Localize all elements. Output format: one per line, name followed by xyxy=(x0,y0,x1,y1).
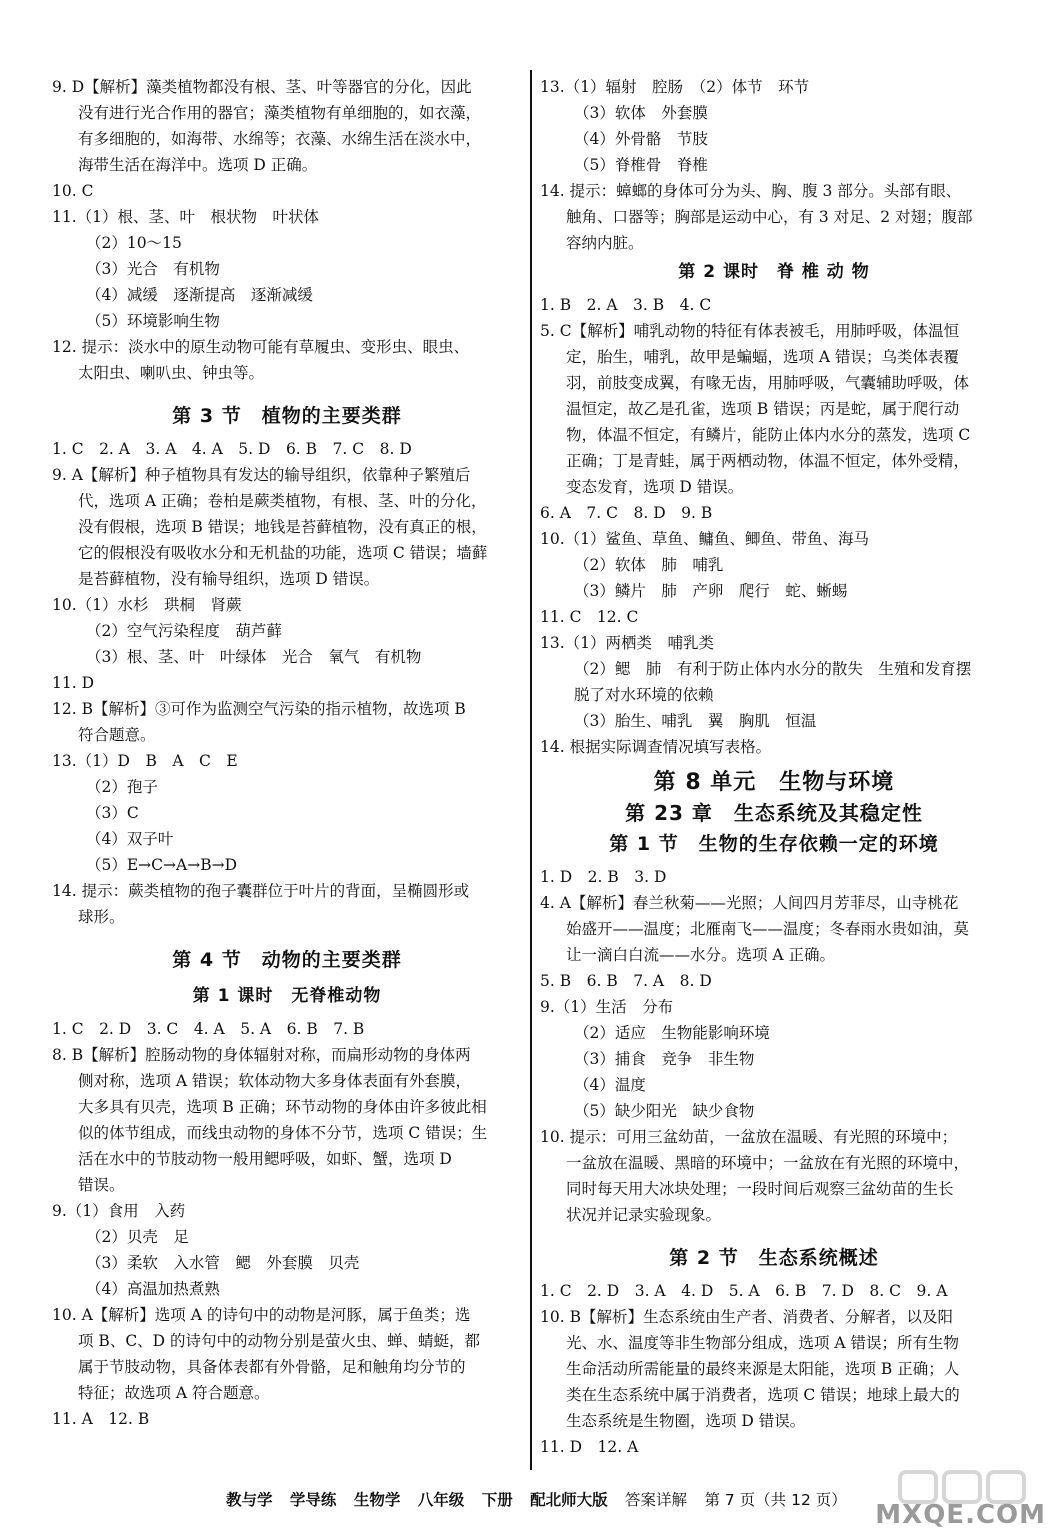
answer-line: 似的体节组成，而线虫动物的身体不分节，选项 C 错误；生 xyxy=(78,1124,488,1142)
watermark-text: MXQE.COM xyxy=(875,1500,1046,1530)
answer-line: 正确；丁是青蛙，属于两栖动物，体温不恒定，体外受精， xyxy=(566,452,970,470)
answer-line: 符合题意。 xyxy=(78,726,156,744)
answer-line: （4）外骨骼 节肢 xyxy=(574,130,708,148)
answer-line: 太阳虫、喇叭虫、钟虫等。 xyxy=(78,364,265,382)
answer-line: 生态系统是生物圈，选项 D 错误。 xyxy=(566,1412,806,1430)
answer-line: （3）胎生、哺乳 翼 胸肌 恒温 xyxy=(574,712,817,730)
answer-line: 大多具有贝壳，选项 B 正确；环节动物的身体由许多彼此相 xyxy=(78,1098,487,1116)
answer-line: 生命活动所需能量的最终来源是太阳能，选项 B 正确；人 xyxy=(566,1360,960,1378)
footer-text xyxy=(226,1488,859,1510)
answer-line: 容纳内脏。 xyxy=(566,234,644,252)
answer-line: 同时每天用大冰块处理；一段时间后观察三盆幼苗的生长 xyxy=(566,1180,954,1198)
answer-line: 1. C 2. D 3. A 4. D 5. A 6. B 7. D 8. C 9. A xyxy=(540,1282,948,1300)
answer-line: 一盆放在温暖、黑暗的环境中；一盆放在有光照的环境中， xyxy=(566,1154,970,1172)
section-heading: 第 4 节 动物的主要类群 xyxy=(172,949,402,971)
answer-line: 12. 提示：淡水中的原生动物可能有草履虫、变形虫、眼虫、 xyxy=(52,338,470,356)
answer-line: （2）孢子 xyxy=(86,778,158,796)
section-heading: 第 1 节 生物的生存依赖一定的环境 xyxy=(609,833,939,855)
answer-line: 错误。 xyxy=(78,1176,125,1194)
answer-line: 11. D 12. A xyxy=(540,1438,639,1456)
answer-line: 11. C 12. C xyxy=(540,608,639,626)
answer-line: 1. C 2. A 3. A 4. A 5. D 6. B 7. C 8. D xyxy=(52,440,412,458)
answer-line: 5. C【解析】哺乳动物的特征有体表被毛，用肺呼吸，体温恒 xyxy=(540,322,960,340)
answer-line: 11. A 12. B xyxy=(52,1410,150,1428)
answer-line: （3）柔软 入水管 鳃 外套膜 贝壳 xyxy=(86,1254,360,1272)
answer-line: 10. A【解析】选项 A 的诗句中的动物是河豚，属于鱼类；选 xyxy=(52,1306,471,1324)
answer-line: 球形。 xyxy=(78,908,125,926)
footer-edition: 配北师大版 xyxy=(530,1491,608,1509)
answer-line: （3）根、茎、叶 叶绿体 光合 氧气 有机物 xyxy=(86,648,422,666)
answer-line: 物，体温不恒定，有鳞片，能防止体内水分的蒸发，选项 C xyxy=(566,426,971,444)
section-heading: 第 3 节 植物的主要类群 xyxy=(172,405,402,427)
answer-line: 8. B【解析】腔肠动物的身体辐射对称，而扁形动物的身体两 xyxy=(52,1046,471,1064)
answer-line: 触角、口器等；胸部是运动中心，有 3 对足、2 对翅；腹部 xyxy=(566,208,973,226)
answer-line: （5）E→C→A→B→D xyxy=(86,856,237,874)
footer-grade: 八年级 xyxy=(417,1491,465,1509)
answer-line: （5）缺少阳光 缺少食物 xyxy=(574,1102,755,1120)
answer-line: （2）软体 肺 哺乳 xyxy=(574,556,724,574)
answer-line: （2）适应 生物能影响环境 xyxy=(574,1024,770,1042)
answer-line: 9.（1）生活 分布 xyxy=(540,998,674,1016)
answer-line: 项 B、C、D 的诗句中的动物分别是萤火虫、蝉、蜻蜓，都 xyxy=(78,1332,481,1350)
footer-section: 答案详解 xyxy=(625,1491,688,1509)
footer-subject: 生物学 xyxy=(353,1491,401,1509)
answer-line: 10. B【解析】生态系统由生产者、消费者、分解者，以及阳 xyxy=(540,1308,953,1326)
section-heading: 第 1 课时 无脊椎动物 xyxy=(192,986,382,1006)
answer-line: （3）光合 有机物 xyxy=(86,260,220,278)
answer-line: 侧对称，选项 A 错误；软体动物大多身体表面有外套膜， xyxy=(78,1072,472,1090)
answer-line: 让一滴白白流——水分。选项 A 正确。 xyxy=(566,946,836,964)
answer-line: 13.（1）辐射 腔肠 （2）体节 环节 xyxy=(540,78,810,96)
left-column xyxy=(52,74,522,1432)
answer-line: 代，选项 A 正确；卷柏是蕨类植物，有根、茎、叶的分化， xyxy=(78,492,487,510)
page-number: 第 7 页（共 12 页） xyxy=(704,1491,847,1509)
answer-line: 没有进行光合作用的器官；藻类植物有单细胞的，如衣藻， xyxy=(78,104,482,122)
answer-line: 12. B【解析】③可作为监测空气污染的指示植物，故选项 B xyxy=(52,700,466,718)
section-heading: 第 8 单元 生物与环境 xyxy=(653,770,895,795)
answer-line: （3）捕食 竞争 非生物 xyxy=(574,1050,755,1068)
answer-line: 没有假根，选项 B 错误；地钱是苔藓植物，没有真正的根， xyxy=(78,518,487,536)
answer-line: （3）C xyxy=(86,804,139,822)
answer-line: 属于节肢动物，具备体表都有外骨骼，足和触角均分节的 xyxy=(78,1358,466,1376)
answer-line: 9.（1）食用 入药 xyxy=(52,1202,186,1220)
answer-line: 9. A【解析】种子植物具有发达的输导组织，依靠种子繁殖后 xyxy=(52,466,471,484)
answer-line: 10.（1）水杉 珙桐 肾蕨 xyxy=(52,596,242,614)
section-heading: 第 2 节 生态系统概述 xyxy=(669,1247,879,1269)
answer-line: （4）双子叶 xyxy=(86,830,174,848)
answer-line: 6. A 7. C 8. D 9. B xyxy=(540,504,713,522)
answer-line: 温恒定，故乙是孔雀，选项 B 错误；丙是蛇，属于爬行动 xyxy=(566,400,960,418)
footer-series: 学导练 xyxy=(289,1491,337,1509)
answer-line: 海带生活在海洋中。选项 D 正确。 xyxy=(78,156,318,174)
answer-line: 10. 提示：可用三盆幼苗，一盆放在温暖、有光照的环境中； xyxy=(540,1128,958,1146)
answer-line: 1. D 2. B 3. D xyxy=(540,868,667,886)
footer-volume: 下册 xyxy=(481,1491,513,1509)
answer-line: （2）贝壳 足 xyxy=(86,1228,189,1246)
answer-line: 9. D【解析】藻类植物都没有根、茎、叶等器官的分化，因此 xyxy=(52,78,472,96)
answer-line: （5）环境影响生物 xyxy=(86,312,220,330)
footer-book: 教与学 xyxy=(226,1491,273,1509)
answer-line: 羽，前肢变成翼，有喙无齿，用肺呼吸，气囊辅助呼吸，体 xyxy=(566,374,970,392)
answer-line: 14. 提示：蕨类植物的孢子囊群位于叶片的背面，呈椭圆形或 xyxy=(52,882,470,900)
answer-line: 14. 提示：蟑螂的身体可分为头、胸、腹 3 部分。头部有眼、 xyxy=(540,182,962,200)
answer-line: 11. D xyxy=(52,674,95,692)
answer-line: （4）温度 xyxy=(574,1076,646,1094)
answer-line: 是苔藓植物，没有输导组织，选项 D 错误。 xyxy=(78,570,380,588)
answer-line: （2）空气污染程度 葫芦藓 xyxy=(86,622,282,640)
column-divider xyxy=(530,70,532,1470)
answer-line: 有多细胞的，如海带、水绵等；衣藻、水绵生活在淡水中， xyxy=(78,130,482,148)
right-column xyxy=(540,74,1008,1460)
section-heading: 第 23 章 生态系统及其稳定性 xyxy=(625,801,923,825)
answer-line: （2）10～15 xyxy=(86,234,182,252)
answer-line: 类在生态系统中属于消费者，选项 C 错误；地球上最大的 xyxy=(566,1386,960,1404)
answer-line: 始盛开——温度；北雁南飞——温度；冬春雨水贵如油，莫 xyxy=(566,920,970,938)
answer-line: 13.（1）两栖类 哺乳类 xyxy=(540,634,715,652)
answer-line: （5）脊椎骨 脊椎 xyxy=(574,156,708,174)
answer-line: 11.（1）根、茎、叶 根状物 叶状体 xyxy=(52,208,320,226)
answer-line: 4. A【解析】春兰秋菊——光照；人间四月芳菲尽，山寺桃花 xyxy=(540,894,959,912)
answer-line: （4）高温加热煮熟 xyxy=(86,1280,220,1298)
answer-line: 1. C 2. D 3. C 4. A 5. A 6. B 7. B xyxy=(52,1020,365,1038)
answer-line: 活在水中的节肢动物一般用鳃呼吸，如虾、蟹，选项 D xyxy=(78,1150,452,1168)
answer-line: 它的假根没有吸收水分和无机盐的功能，选项 C 错误；墙藓 xyxy=(78,544,488,562)
answer-line: 10.（1）鲨鱼、草鱼、鳙鱼、鲫鱼、带鱼、海马 xyxy=(540,530,870,548)
answer-line: 10. C xyxy=(52,182,94,200)
answer-line: 5. B 6. B 7. A 8. D xyxy=(540,972,712,990)
answer-line: 变态发育，选项 D 错误。 xyxy=(566,478,744,496)
answer-line: 定，胎生，哺乳，故甲是蝙蝠，选项 A 错误；乌类体表覆 xyxy=(566,348,960,366)
answer-line: （3）软体 外套膜 xyxy=(574,104,708,122)
answer-line: 特征；故选项 A 符合题意。 xyxy=(78,1384,270,1402)
answer-line: 状况并记录实验现象。 xyxy=(566,1206,722,1224)
answer-line: （2）鳃 肺 有利于防止体内水分的散失 生殖和发育摆 xyxy=(574,660,972,678)
answer-line: 光、水、温度等非生物部分组成，选项 A 错误；所有生物 xyxy=(566,1334,960,1352)
answer-line: 14. 根据实际调查情况填写表格。 xyxy=(540,738,772,756)
answer-line: 1. B 2. A 3. B 4. C xyxy=(540,296,712,314)
answer-line: 脱了对水环境的依赖 xyxy=(574,686,714,704)
answer-line: （3）鳞片 肺 产卵 爬行 蛇、蜥蜴 xyxy=(574,582,848,600)
answer-line: （4）减缓 逐渐提高 逐渐减缓 xyxy=(86,286,313,304)
section-heading: 第 2 课时 脊 椎 动 物 xyxy=(678,262,870,282)
answer-line: 13.（1）D B A C E xyxy=(52,752,238,770)
